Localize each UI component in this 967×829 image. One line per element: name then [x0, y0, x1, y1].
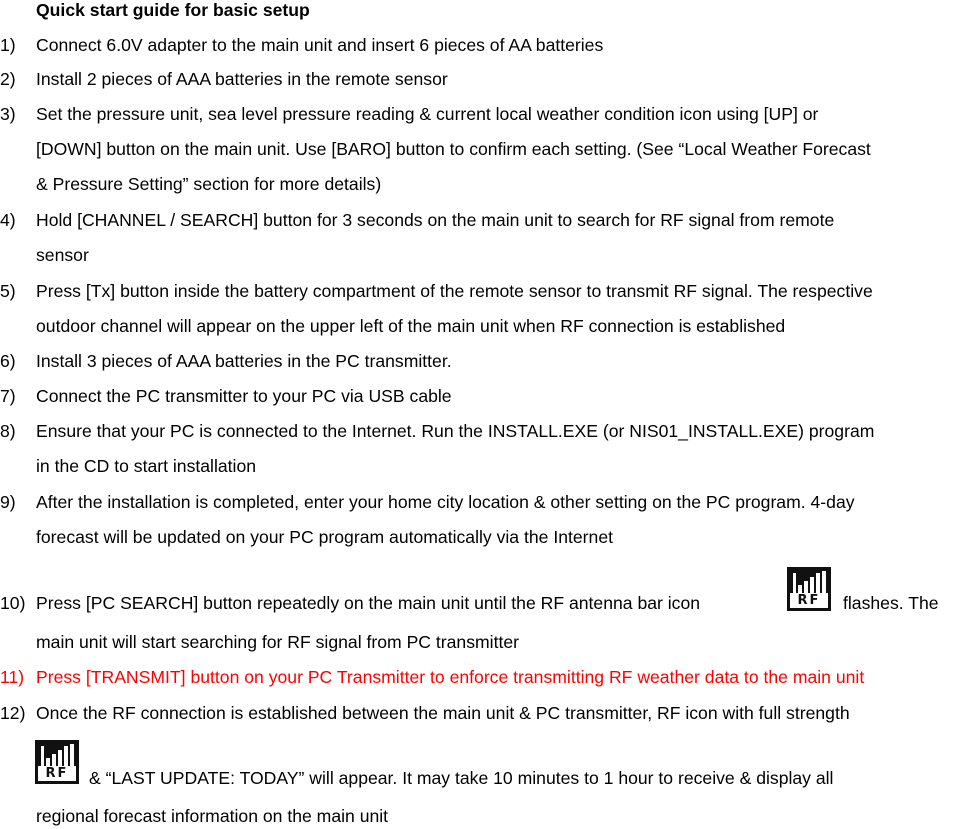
- step-number: 1): [0, 35, 16, 55]
- step-text: Install 3 pieces of AAA batteries in the PC transmitter.: [36, 351, 452, 371]
- step-text: flashes. The: [843, 593, 939, 613]
- step-number: 6): [0, 351, 16, 371]
- step-text: Hold [CHANNEL / SEARCH] button for 3 seconds on the main unit to search for RF signal from remote: [36, 210, 835, 230]
- step-text: Press [PC SEARCH] button repeatedly on the main unit until the RF antenna bar icon: [36, 593, 701, 613]
- step-number: 3): [0, 104, 16, 124]
- rf-antenna-bar-icon: [787, 567, 831, 611]
- step-text: forecast will be updated on your PC program automatically via the Internet: [36, 527, 613, 547]
- step-number: 5): [0, 281, 16, 301]
- step-text: Install 2 pieces of AAA batteries in the remote sensor: [36, 69, 448, 89]
- step-text: [DOWN] button on the main unit. Use [BARO] button to confirm each setting. (See “Local Weather Forecast: [36, 139, 871, 159]
- step-text: Connect 6.0V adapter to the main unit and insert 6 pieces of AA batteries: [36, 35, 604, 55]
- step-text: Set the pressure unit, sea level pressure reading & current local weather condition icon using [UP] or: [36, 104, 819, 124]
- rf-icon-label: RF: [790, 593, 828, 608]
- step-number: 10): [0, 593, 26, 613]
- step-text: sensor: [36, 245, 89, 265]
- step-text: regional forecast information on the main unit: [36, 806, 389, 826]
- step-number: 7): [0, 386, 16, 406]
- step-number: 11): [0, 667, 25, 687]
- signal-bars-icon: [793, 571, 827, 593]
- step-text: main unit will start searching for RF signal from PC transmitter: [36, 632, 519, 652]
- step-text: & “LAST UPDATE: TODAY” will appear. It may take 10 minutes to 1 hour to receive & display all: [89, 768, 834, 788]
- step-number: 12): [0, 703, 26, 723]
- step-text: & Pressure Setting” section for more details): [36, 174, 382, 194]
- step-text: Press [Tx] button inside the battery compartment of the remote sensor to transmit RF signal. The respective: [36, 281, 873, 301]
- step-number: 9): [0, 492, 16, 512]
- step-text: Once the RF connection is established between the main unit & PC transmitter, RF icon with full strength: [36, 703, 850, 723]
- step-text: in the CD to start installation: [36, 456, 257, 476]
- step-number: 4): [0, 210, 16, 230]
- step-text: Ensure that your PC is connected to the Internet. Run the INSTALL.EXE (or NIS01_INSTALL.EXE) program: [36, 421, 875, 441]
- step-number: 2): [0, 69, 16, 89]
- step-text: outdoor channel will appear on the upper left of the main unit when RF connection is established: [36, 316, 786, 336]
- guide-title: Quick start guide for basic setup: [36, 0, 310, 20]
- rf-icon-label: RF: [38, 766, 76, 781]
- step-number: 8): [0, 421, 16, 441]
- rf-full-strength-icon: [35, 740, 79, 784]
- signal-bars-full-icon: [41, 744, 75, 766]
- step-text: Connect the PC transmitter to your PC via USB cable: [36, 386, 452, 406]
- step-text-highlighted: Press [TRANSMIT] button on your PC Transmitter to enforce transmitting RF weather data to the main unit: [36, 667, 865, 687]
- step-text: After the installation is completed, enter your home city location & other setting on the PC program. 4-day: [36, 492, 855, 512]
